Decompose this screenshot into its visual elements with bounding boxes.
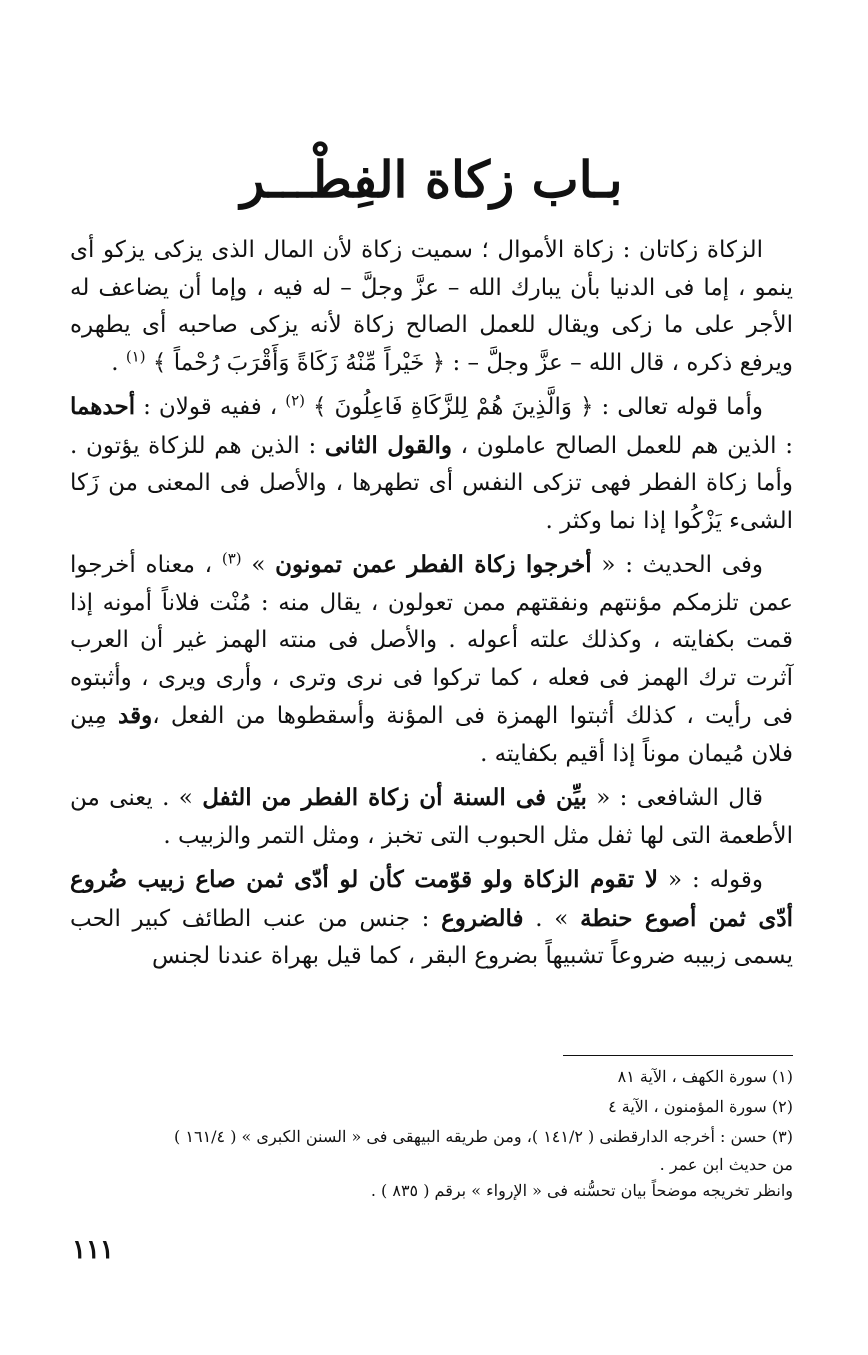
- paragraph-5-close: » .: [523, 905, 581, 932]
- paragraph-3-rest: ، معناه أخرجوا عمن تلزمكم مؤنتهم ونفقتهم ممن تعولون ، يقال منه : مُنْت فلاناً أمونه إذا قمت بكفايته ، وكذلك علته أعوله . والأصل فى منته الهمز غير أن العرب آثرت ترك الهمز فى فعله ، كما تركوا فى نرى وترى ، وأرى ويرى ، وأثبتوه فى رأيت ، كذلك أثبتوا الهمزة فى المؤنة وأسقطوها من الفعل ،: [70, 552, 793, 729]
- footnote-ref-2[interactable]: (٢): [285, 391, 305, 410]
- hadith-quote: أخرجوا زكاة الفطر عمن تمونون: [275, 551, 592, 578]
- paragraph-4-rest: » . يعنى من الأطعمة التى لها ثفل مثل الحبوب التى تخبز ، ومثل التمر والزبيب .: [70, 785, 793, 849]
- paragraph-3-bold-word: وقد: [118, 702, 153, 729]
- footnote-3-note: وانظر تخريجه موضحاً بيان تحسُّنه فى « الإرواء » برقم ( ٨٣٥ ) .: [370, 1181, 793, 1200]
- first-opinion-text: : الذين هم للعمل الصالح عاملون ،: [451, 432, 793, 459]
- footnotes: [70, 1055, 793, 1204]
- paragraph-4: [70, 779, 793, 855]
- footnote-ref-1[interactable]: (١): [125, 346, 146, 365]
- footnote-divider: [563, 1055, 793, 1056]
- paragraph-1-text: الزكاة زكاتان : زكاة الأموال ؛ سميت زكاة لأن المال الذى يزكى يزكو أى ينمو ، إما فى الدنيا بأن يبارك الله – عزَّ وجلَّ – له فيه ، وإما أن يضاعف له الأجر على ما زكى ويقال للعمل الصالح زكاة لأنه يزكى صاحبه أى يطهره ويرفع ذكره ، قال الله – عزَّ وجلَّ – : ﴿ خَيْراً مِّنْهُ زَكَاةً وَأَقْرَبَ رُحْماً ﴾: [70, 237, 793, 376]
- page-number: ١١١: [72, 1235, 114, 1265]
- chapter-title-text: بـاب زكاة الفِطْـــر: [240, 150, 623, 209]
- first-opinion-label: أحدهما: [70, 393, 136, 420]
- paragraph-5: [70, 861, 793, 976]
- paragraph-5-rest: : جنس من عنب الطائف كبير الحب يسمى زبيبه ضروعاً تشبيهاً بضروع البقر ، كما قيل بهراة عندنا لجنس: [70, 905, 793, 969]
- footnote-3-continuation: من حديث ابن عمر .: [659, 1155, 793, 1174]
- second-opinion-label: والقول الثانى: [324, 431, 452, 459]
- durue-label: فالضروع: [441, 904, 524, 932]
- paragraph-3-start: وفى الحديث : «: [591, 552, 763, 578]
- zakat-quote: لا تقوم الزكاة ولو قوّمت كأن لو أدّى ثمن صاع زبيب ضُروع أدّى ثمن أصوع حنطة: [70, 866, 793, 932]
- footnote-ref-3[interactable]: (٣): [221, 549, 242, 568]
- shafii-quote: بيِّن فى السنة أن زكاة الفطر من الثفل: [202, 784, 587, 811]
- paragraph-1-end: .: [111, 349, 126, 376]
- paragraph-1: [70, 232, 793, 382]
- paragraph-3: [70, 546, 793, 773]
- paragraph-3-close: »: [251, 552, 276, 578]
- second-opinion-text: : الذين هم للزكاة يؤتون . وأما زكاة الفطر فهى تزكى النفس أى تطهرها ، والأصل فى المعنى من زَكا الشىء يَزْكُوا إذا نما وكثر .: [70, 432, 793, 534]
- chapter-title: [70, 140, 793, 220]
- paragraph-3-tail: مِين فلان مُيمان موناً إذا أقيم بكفايته .: [70, 703, 793, 767]
- paragraph-5-start: وقوله : «: [658, 867, 764, 893]
- footnote-1: (١) سورة الكهف ، الآية ٨١: [617, 1067, 793, 1086]
- footnote-2: (٢) سورة المؤمنون ، الآية ٤: [608, 1097, 793, 1116]
- footnote-3: (٣) حسن : أخرجه الدارقطنى ( ١٤١/٢ )، ومن طريقه البيهقى فى « السنن الكبرى » ( ١٦١/٤ ): [174, 1127, 793, 1146]
- paragraph-2-start: وأما قوله تعالى : ﴿ وَالَّذِينَ هُمْ لِلزَّكَاةِ فَاعِلُونَ ﴾: [313, 394, 763, 420]
- paragraph-4-start: قال الشافعى : «: [586, 785, 763, 811]
- paragraph-2: [70, 388, 793, 540]
- paragraph-2-mid: ، ففيه قولان :: [135, 394, 286, 420]
